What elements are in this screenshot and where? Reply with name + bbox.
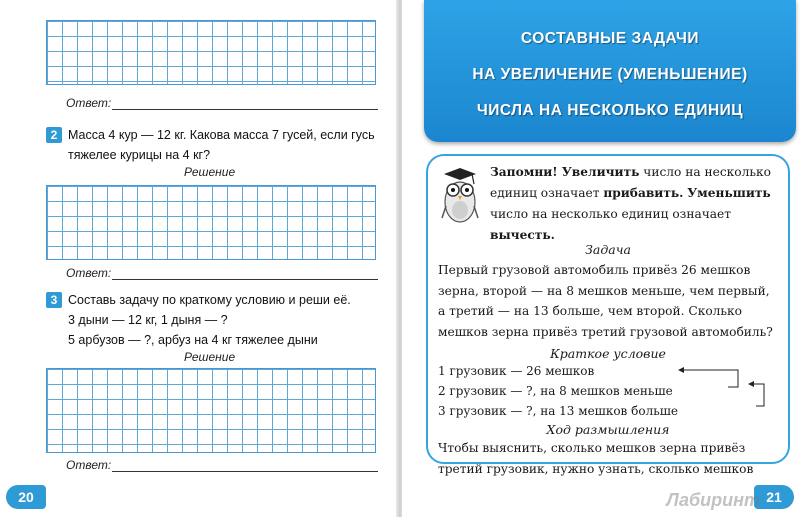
task-number-2: 2	[46, 127, 62, 143]
task-line: мешков зерна привёз третий грузовой автомобиль?	[438, 324, 773, 339]
reasoning-title: Ход размышления	[546, 422, 670, 437]
task3-text-line1: Составь задачу по краткому условию и реши её.	[68, 293, 351, 307]
condition-line-3: 3 грузовик — ?, на 13 мешков больше	[438, 404, 678, 418]
answer-label-3: Ответ:	[66, 458, 112, 472]
rule-increase: Увеличить	[561, 165, 640, 179]
task-line: а третий — на 13 больше, чем второй. Сколько	[438, 304, 742, 318]
answer-line-3[interactable]	[112, 471, 378, 472]
owl-teacher-icon	[438, 166, 482, 226]
reasoning-line: Чтобы выяснить, сколько мешков зерна привёз	[438, 441, 746, 455]
solution-label-3: Решение	[184, 350, 236, 364]
task2-text-line2: тяжелее курицы на 4 кг?	[68, 148, 211, 162]
task-body	[438, 260, 784, 342]
condition-arrows	[668, 362, 768, 416]
task-title: Задача	[585, 242, 631, 257]
reasoning-line: третий грузовик, нужно узнать, сколько мешков	[438, 461, 754, 476]
rule-subtract: вычесть.	[490, 228, 555, 242]
solution-grid-3[interactable]	[46, 368, 376, 453]
rule-box	[426, 154, 790, 476]
task2-text-line1: Масса 4 кур — 12 кг. Какова масса 7 гусей, если гусь	[68, 128, 375, 142]
answer-label-1: Ответ:	[66, 96, 112, 110]
rule-remember: Запомни!	[490, 165, 562, 179]
header-line-1: СОСТАВНЫЕ ЗАДАЧИ	[520, 30, 700, 47]
solution-grid-2[interactable]	[46, 185, 376, 260]
task3-text-line3: 5 арбузов — ?, арбуз на 4 кг тяжелее дыни	[68, 333, 318, 347]
condition-line-2: 2 грузовик — ?, на 8 мешков меньше	[438, 384, 673, 398]
rule-l1-rest: число на несколько	[639, 165, 771, 179]
reasoning-body	[438, 438, 784, 479]
rule-l2-start: единиц означает	[490, 186, 604, 200]
answer-line-1[interactable]	[112, 109, 378, 110]
answer-grid-1[interactable]	[46, 20, 376, 85]
header-line-3: ЧИСЛА НА НЕСКОЛЬКО ЕДИНИЦ	[476, 102, 744, 119]
task-number-3: 3	[46, 292, 62, 308]
left-page	[0, 0, 398, 517]
section-header	[424, 0, 796, 142]
rule-l3: число на несколько единиц означает	[490, 207, 731, 221]
condition-line-1: 1 грузовик — 26 мешков	[438, 364, 595, 378]
rule-add: прибавить.	[603, 186, 684, 200]
task3-text-line2: 3 дыни — 12 кг, 1 дыня — ?	[68, 313, 228, 327]
right-page	[402, 0, 800, 517]
brief-condition-title: Краткое условие	[550, 346, 666, 361]
answer-line-2[interactable]	[112, 279, 378, 280]
page-number-right: 21	[754, 485, 794, 509]
answer-label-2: Ответ:	[66, 266, 112, 280]
header-line-2: НА УВЕЛИЧЕНИЕ (УМЕНЬШЕНИЕ)	[472, 66, 748, 83]
watermark-logo: Лабиринт	[666, 490, 760, 510]
rule-decrease: Уменьшить	[687, 186, 771, 200]
task-line: зерна, второй — на 8 мешков меньше, чем первый,	[438, 283, 770, 298]
task-line: Первый грузовой автомобиль привёз 26 мешков	[438, 263, 751, 277]
rule-text	[490, 162, 782, 246]
page-number-left: 20	[6, 485, 46, 509]
solution-label-2: Решение	[184, 165, 236, 179]
